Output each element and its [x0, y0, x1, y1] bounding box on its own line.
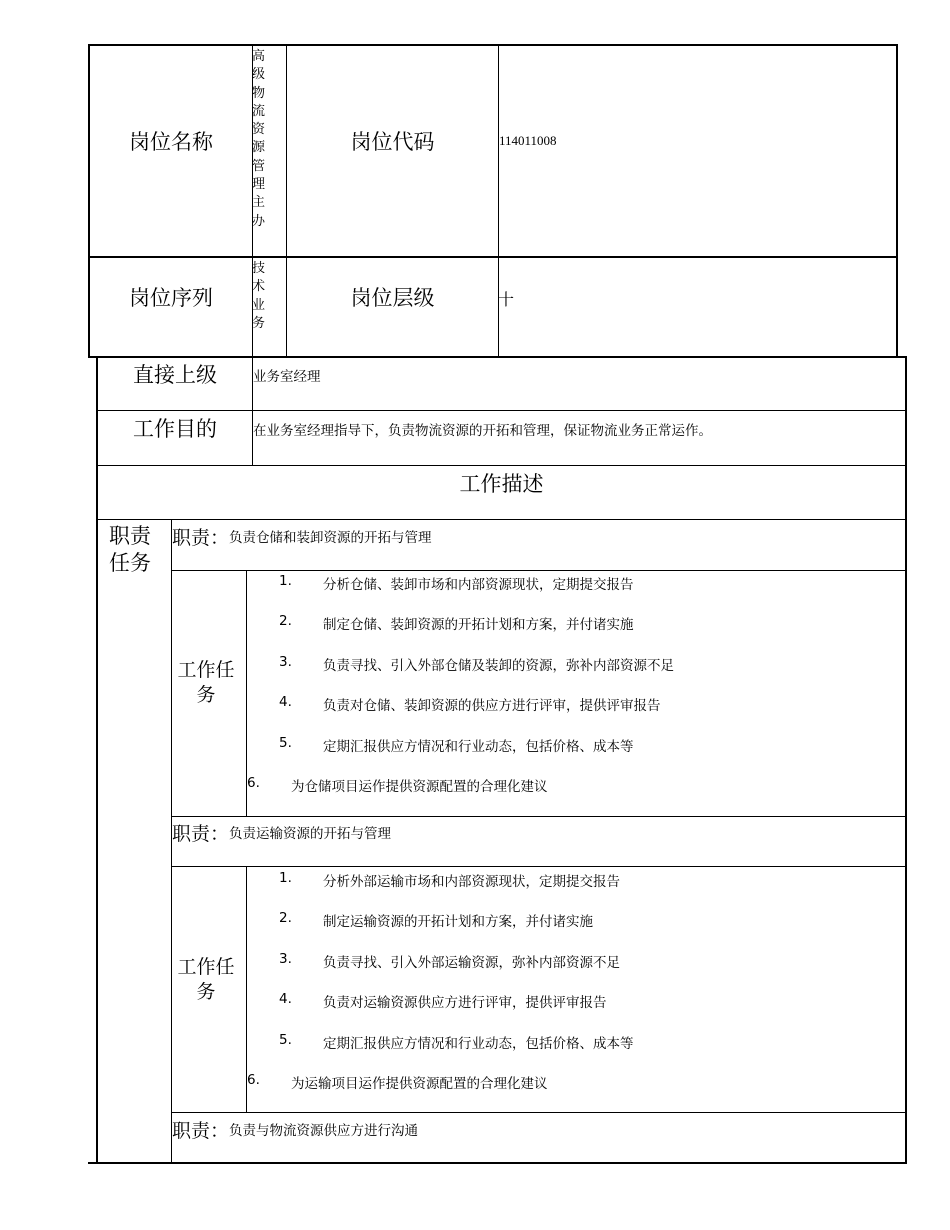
tasks-label: 工作任务	[177, 956, 235, 1003]
table-border	[96, 410, 907, 411]
table-border	[88, 1162, 907, 1164]
table-border	[96, 519, 907, 520]
post-level-label: 岗位层级	[350, 286, 435, 310]
post-name-value: 高级物流资源管理主办	[252, 49, 266, 229]
table-border	[905, 356, 907, 1164]
purpose-label: 工作目的	[133, 417, 217, 441]
duty-row	[172, 523, 432, 550]
post-code-value: 114011008	[499, 133, 557, 148]
duty-label: 职责：	[172, 823, 230, 845]
post-series-label: 岗位序列	[129, 286, 213, 310]
purpose-value: 在业务室经理指导下，负责物流资源的开拓和管理，保证物流业务正常运作。	[253, 423, 712, 439]
table-border	[171, 570, 907, 571]
post-code-label: 岗位代码	[350, 130, 435, 154]
duty-row	[172, 1116, 418, 1143]
table-border	[171, 816, 907, 817]
table-border	[498, 44, 499, 357]
duty-label: 职责：	[172, 527, 230, 549]
post-level-value: 十	[498, 290, 515, 309]
table-border	[88, 256, 898, 258]
duty-text: 负责与物流资源供应方进行沟通	[229, 1123, 419, 1139]
table-border	[96, 465, 907, 466]
post-name-label: 岗位名称	[129, 130, 213, 154]
table-border	[171, 1112, 907, 1113]
table-border	[88, 44, 898, 46]
tasks-label: 工作任务	[177, 659, 235, 706]
duty-text: 负责运输资源的开拓与管理	[229, 826, 392, 842]
duty-row	[172, 819, 391, 846]
superior-value: 业务室经理	[253, 369, 321, 385]
table-border	[896, 44, 898, 358]
superior-label: 直接上级	[133, 363, 217, 387]
duty-section-label: 职责任务	[109, 524, 151, 575]
description-title: 工作描述	[459, 472, 544, 496]
post-series-value: 技术业务	[252, 261, 266, 331]
table-border	[171, 866, 907, 867]
duty-label: 职责：	[172, 1120, 230, 1142]
duty-text: 负责仓储和装卸资源的开拓与管理	[229, 530, 432, 546]
